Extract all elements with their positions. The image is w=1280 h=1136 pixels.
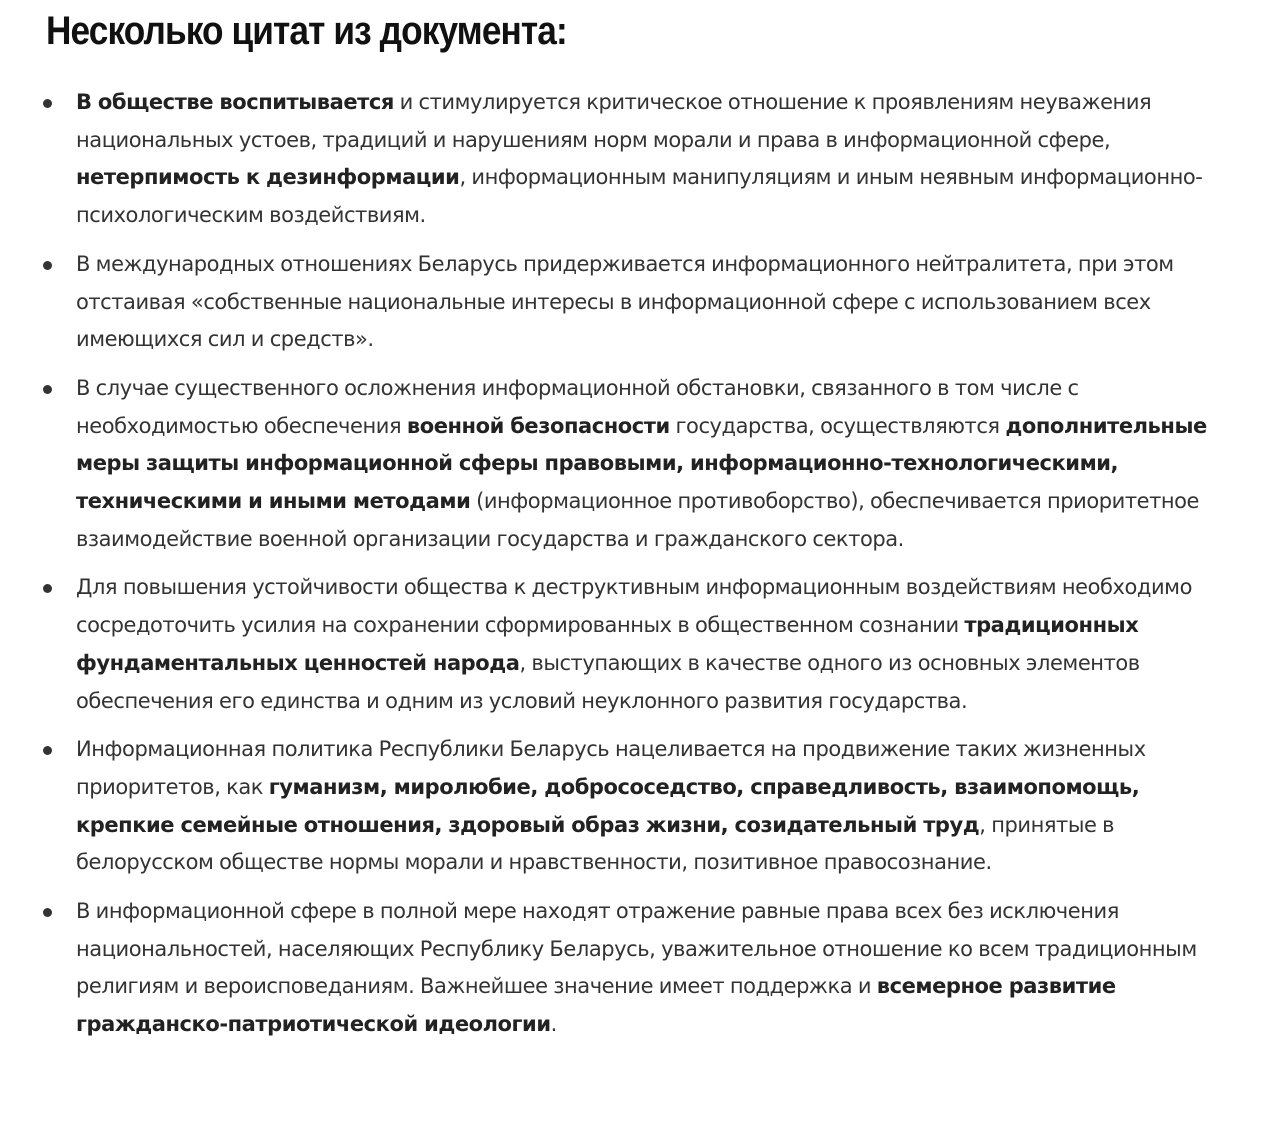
quote-text (76, 575, 1192, 712)
quote-segment: Для повышения устойчивости общества к деструктивным информационным воздействиям необходимо сосредоточить усилия на сохранении сформированных в общественном сознании (76, 575, 1192, 638)
bullet-icon (43, 261, 52, 270)
quote-emphasis: традиционных фундаментальных ценностей народа (76, 613, 1139, 675)
quote-emphasis: военной безопасности (406, 413, 670, 438)
quote-segment: Информационная политика Республики Беларусь нацеливается на продвижение таких жизненных приоритетов, как (76, 737, 1146, 799)
quote-segment: (информационное противоборство), обеспечивается приоритетное взаимодействие военной организации государства и гражданского сектора. (76, 489, 1200, 551)
quote-emphasis: всемерное развитие гражданско-патриотической идеологии (76, 974, 1116, 1037)
quote-segment: и стимулируется критическое отношение к проявлениям неуважения национальных устоев, традиций и нарушениям норм морали и права в информационной сфере, (76, 90, 1152, 152)
page-title: Несколько цитат из документа: (46, 9, 567, 53)
list-item (0, 569, 1280, 720)
quote-segment: В случае существенного осложнения информационной обстановки, связанного в том числе с необходимостью обеспечения (76, 375, 1079, 438)
bullet-icon (43, 385, 52, 394)
quote-segment: государства, осуществляются (669, 413, 1006, 438)
quote-segment: , выступающих в качестве одного из основных элементов обеспечения его единства и одним из условий неуклонного развития государства. (76, 650, 1140, 713)
list-item (0, 246, 1280, 359)
list-item (0, 370, 1280, 559)
quote-emphasis: В обществе воспитывается (76, 90, 394, 114)
bullet-icon (43, 908, 52, 917)
quote-text (76, 737, 1146, 874)
quote-text (76, 899, 1197, 1036)
bullet-icon (43, 746, 52, 755)
quote-text (76, 376, 1207, 551)
quote-emphasis: дополнительные меры защиты информационной сферы правовыми, информационно-технологическими, техническими и иными методами (76, 413, 1207, 514)
quote-text (76, 90, 1202, 227)
quote-segment: , принятые в белорусском обществе нормы морали и нравственности, позитивное правосознание. (76, 812, 1115, 875)
quote-segment: . (550, 1012, 557, 1037)
bullet-icon (43, 99, 52, 108)
quote-segment: В информационной сфере в полной мере находят отражение равные права всех без исключения национальностей, населяющих Республику Беларусь, уважительное отношение ко всем традиционным религиям и вероисповеданиям. Важнейшее значение имеет поддержка и (76, 899, 1197, 999)
list-item (0, 731, 1280, 882)
quotes-list (0, 84, 1280, 1055)
list-item (0, 893, 1280, 1044)
quote-segment: В международных отношениях Беларусь придерживается информационного нейтралитета, при этом отстаивая «собственные национальные интересы в информационной сфере с использованием всех имеющихся сил и средств». (76, 251, 1174, 352)
quote-emphasis: нетерпимость к дезинформации (76, 165, 460, 190)
quote-text (76, 252, 1174, 351)
quote-emphasis: гуманизм, миролюбие, добрососедство, справедливость, взаимопомощь, крепкие семейные отношения, здоровый образ жизни, созидательный труд (76, 774, 1140, 837)
quote-segment: , информационным манипуляциям и иным неявным информационно-психологическим воздействиям. (76, 165, 1203, 228)
list-item (0, 84, 1280, 235)
bullet-icon (43, 584, 52, 593)
